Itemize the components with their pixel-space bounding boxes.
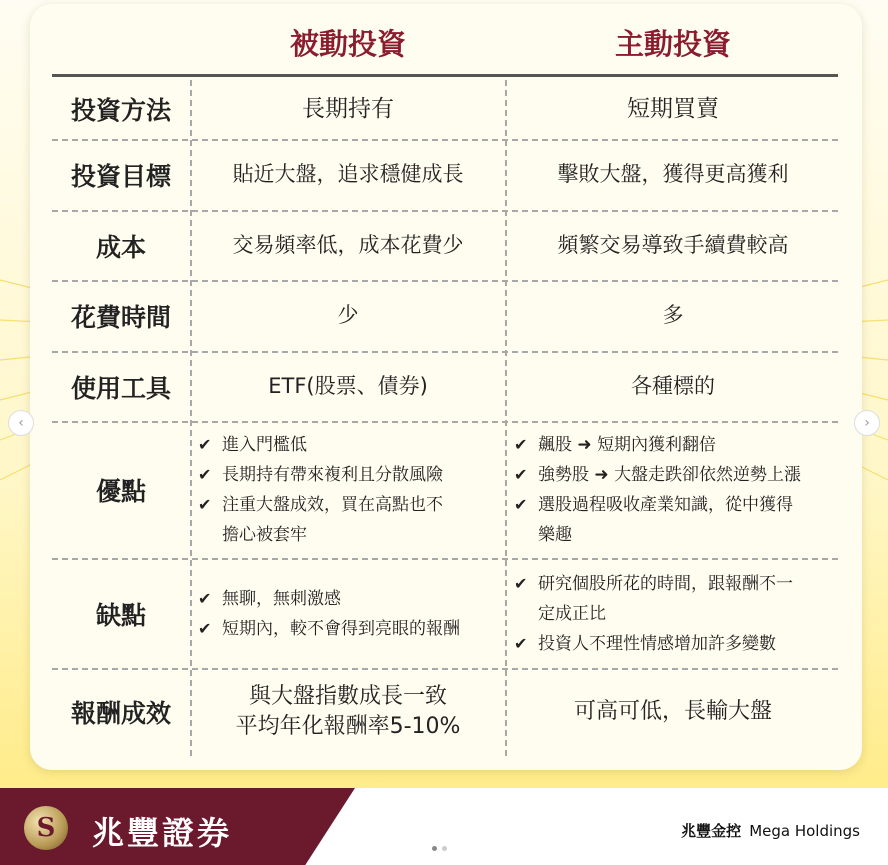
cell-passive-time: 少 — [337, 303, 359, 328]
list-item: ✔ 長期持有帶來複利且分散風險 — [198, 460, 443, 490]
cell-active-time: 多 — [662, 303, 684, 328]
cell-passive-cost: 交易頻率低，成本花費少 — [232, 233, 464, 258]
list-item: ✔ 注重大盤成效，買在高點也不 — [198, 490, 443, 520]
cell-active-returns: 可高可低，長輸大盤 — [573, 698, 772, 724]
mega-securities-logo-icon: S — [24, 806, 68, 850]
list-item: ✔ 無聊，無刺激感 — [198, 584, 460, 614]
header-passive: 被動投資 — [289, 27, 406, 61]
row-label-advantages: 優點 — [95, 477, 146, 506]
list-item: ✔ 研究個股所花的時間，跟報酬不一 — [514, 569, 793, 599]
carousel-dot[interactable] — [442, 846, 447, 851]
cell-active-method: 短期買賣 — [627, 95, 719, 122]
row-label-disadvantages: 缺點 — [95, 601, 146, 630]
cell-passive-disadvantages — [198, 559, 502, 669]
row-label-goal: 投資目標 — [70, 162, 171, 191]
cell-active-advantages — [514, 428, 844, 552]
column-divider-middle — [505, 80, 507, 756]
cell-passive-goal: 貼近大盤，追求穩健成長 — [232, 162, 464, 187]
list-item: ✔ 進入門檻低 — [198, 430, 443, 460]
carousel-prev-button[interactable]: ‹ — [8, 410, 34, 436]
passive-disadvantages-list — [198, 584, 460, 644]
list-item: ✔ 投資人不理性情感增加許多變數 — [514, 629, 793, 659]
row-label-cost: 成本 — [95, 233, 146, 262]
list-item-continuation: 定成正比 — [538, 604, 606, 624]
cell-active-disadvantages — [514, 559, 844, 669]
holding-company-label: 兆豐金控 Mega Holdings — [681, 822, 860, 840]
row-label-tools: 使用工具 — [70, 374, 171, 403]
row-label-time: 花費時間 — [70, 303, 171, 332]
cell-passive-tools: ETF(股票、債券) — [268, 374, 428, 399]
list-item: ✔ 強勢股 ➜ 大盤走跌卻依然逆勢上漲 — [514, 460, 801, 490]
brand-name: 兆豐證券 — [92, 814, 233, 852]
passive-advantages-list — [198, 430, 443, 550]
carousel-dot-active[interactable] — [432, 846, 437, 851]
cell-passive-advantages — [198, 428, 502, 552]
list-item: ✔ 選股過程吸收產業知識，從中獲得 — [514, 490, 801, 520]
header-rule — [52, 74, 838, 77]
carousel-dots — [432, 846, 447, 851]
active-disadvantages-list — [514, 569, 793, 659]
row-label-method: 投資方法 — [70, 96, 171, 125]
cell-passive-returns: 與大盤指數成長一致 平均年化報酬率5-10% — [235, 684, 461, 739]
arrow-right-icon: ➜ — [577, 435, 592, 455]
row-label-returns: 報酬成效 — [70, 699, 171, 728]
list-item-continuation: 擔心被套牢 — [222, 525, 307, 545]
cell-passive-method: 長期持有 — [302, 95, 394, 122]
cell-active-tools: 各種標的 — [631, 374, 715, 399]
cell-active-goal: 擊敗大盤，獲得更高獲利 — [557, 162, 789, 187]
carousel-next-button[interactable]: › — [854, 410, 880, 436]
active-advantages-list — [514, 430, 801, 550]
list-item: ✔ 飆股 ➜ 短期內獲利翻倍 — [514, 430, 801, 460]
cell-active-cost: 頻繁交易導致手續費較高 — [557, 233, 789, 258]
list-item: ✔ 短期內，較不會得到亮眼的報酬 — [198, 614, 460, 644]
list-item-continuation: 樂趣 — [538, 525, 572, 545]
header-active: 主動投資 — [614, 27, 731, 61]
arrow-right-icon: ➜ — [594, 465, 609, 485]
